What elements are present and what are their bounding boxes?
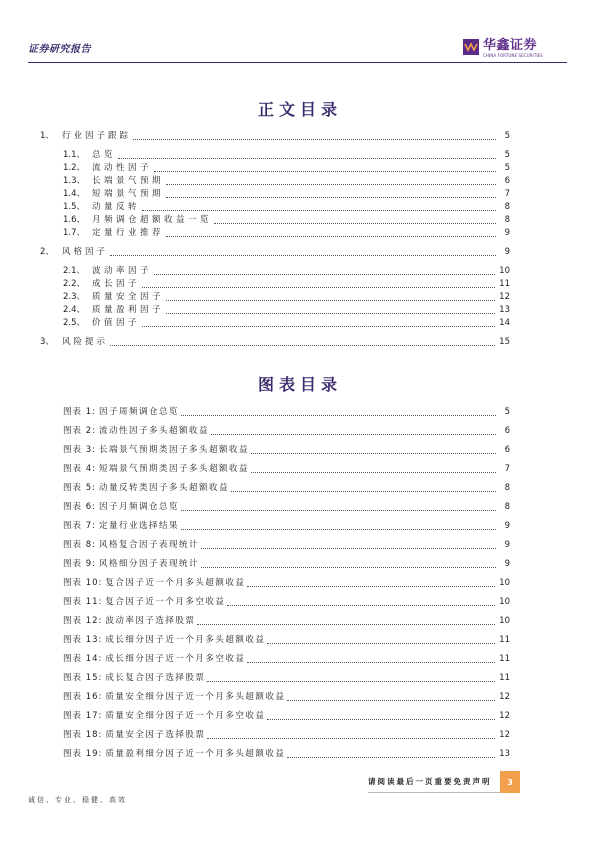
figure-number: 图表 3: [63,445,96,455]
toc-entry-number: 1.3、 [63,176,86,186]
dot-leader [166,300,495,301]
table-of-contents [40,130,510,355]
figure-number: 图表 16: [63,692,103,702]
toc-entry-page: 9 [504,228,510,238]
figure-title: 长端景气预期类因子多头超额收益 [98,445,249,455]
figure-entry[interactable] [63,688,510,707]
dot-leader [133,139,496,140]
figure-page: 9 [504,559,510,569]
figure-title: 波动率因子选择股票 [105,616,196,626]
figure-entry[interactable] [63,441,510,460]
report-type-label: 证券研究报告 [28,44,91,55]
figure-number: 图表 8: [63,540,96,550]
toc-subentry[interactable] [40,162,510,175]
figure-title: 短端景气预期类因子多头超额收益 [98,464,249,474]
page-number-badge: 3 [500,771,520,793]
toc-entry-title: 成长因子 [92,279,141,289]
figure-entry[interactable] [63,460,510,479]
toc-entry-page: 11 [499,279,510,289]
figure-number: 图表 6: [63,502,96,512]
dot-leader [154,171,496,172]
figure-number: 图表 7: [63,521,96,531]
dot-leader [207,738,495,739]
figure-number: 图表 10: [63,578,103,588]
figure-entry[interactable] [63,631,510,650]
figure-entry[interactable] [63,707,510,726]
figure-number: 图表 4: [63,464,96,474]
dot-leader [110,345,495,346]
toc-entry-page: 10 [499,266,510,276]
brand-name-english: CHINA FORTUNE SECURITIES [483,53,543,58]
figure-number: 图表 1: [63,407,96,417]
figure-title: 复合因子近一个月多空收益 [105,597,226,607]
figure-entry[interactable] [63,650,510,669]
toc-entry-page: 7 [504,189,510,199]
dot-leader [267,719,495,720]
dot-leader [287,757,495,758]
toc-entry-title: 流动性因子 [92,163,153,173]
dot-leader [142,326,495,327]
toc-entry-page: 13 [499,305,510,315]
toc-entry-title: 质量盈利因子 [92,305,165,315]
figures-title: 图表目录 [257,375,342,394]
toc-title: 正文目录 [257,100,342,119]
toc-entry-number: 2、 [40,247,54,257]
figure-entry[interactable] [63,745,510,764]
figure-number: 图表 11: [63,597,103,607]
dot-leader [181,415,496,416]
dot-leader [166,313,495,314]
toc-subentry[interactable] [40,317,510,330]
toc-entry-title: 波动率因子 [92,266,153,276]
figure-entry[interactable] [63,593,510,612]
figure-entry[interactable] [63,422,510,441]
toc-entry-title: 风格因子 [62,247,109,257]
dot-leader [207,681,495,682]
toc-entry-number: 2.5、 [63,318,86,328]
toc-entry-page: 12 [499,292,510,302]
figure-number: 图表 2: [63,426,96,436]
figure-number: 图表 15: [63,673,103,683]
toc-entry-number: 1.4、 [63,189,86,199]
toc-subentry[interactable] [40,304,510,317]
figure-page: 5 [504,407,510,417]
figure-number: 图表 9: [63,559,96,569]
figure-number: 图表 12: [63,616,103,626]
figure-page: 9 [504,521,510,531]
figure-list [63,403,510,764]
dot-leader [142,287,495,288]
figure-entry[interactable] [63,479,510,498]
toc-entry-title: 定量行业推荐 [92,228,165,238]
toc-entry-title: 行业因子跟踪 [62,131,132,141]
figure-entry[interactable] [63,498,510,517]
toc-entry-page: 5 [504,163,510,173]
figure-number: 图表 19: [63,749,103,759]
toc-entry-number: 1.7、 [63,228,86,238]
figure-title: 成长细分因子近一个月多空收益 [105,654,246,664]
figure-entry[interactable] [63,574,510,593]
dot-leader [181,510,496,511]
figure-title: 因子月频调仓总览 [98,502,179,512]
dot-leader [251,453,496,454]
dot-leader [231,491,496,492]
figure-page: 11 [499,635,510,645]
toc-subentry[interactable] [40,227,510,240]
toc-entry-page: 8 [504,215,510,225]
toc-entry-page: 15 [499,337,510,347]
figure-title: 成长复合因子选择股票 [105,673,206,683]
figure-page: 12 [499,692,510,702]
toc-entry-number: 2.1、 [63,266,86,276]
toc-subentry[interactable] [40,214,510,227]
toc-entry-title: 风险提示 [62,337,109,347]
dot-leader [154,274,495,275]
figure-entry[interactable] [63,669,510,688]
figure-page: 10 [499,578,510,588]
dot-leader [211,434,496,435]
toc-entry-title: 质量安全因子 [92,292,165,302]
figure-number: 图表 14: [63,654,103,664]
toc-entry[interactable] [40,130,510,143]
toc-entry[interactable] [40,336,510,349]
toc-subentry[interactable] [40,265,510,278]
figure-page: 13 [499,749,510,759]
figure-page: 12 [499,711,510,721]
toc-subentry[interactable] [40,278,510,291]
figure-entry[interactable] [63,517,510,536]
toc-entry-title: 月频调仓超额收益一览 [92,215,213,225]
toc-entry-page: 9 [504,247,510,257]
dot-leader [142,210,496,211]
toc-subentry[interactable] [40,201,510,214]
figure-page: 8 [504,502,510,512]
brand-logo-icon [463,39,479,55]
dot-leader [251,472,496,473]
figure-title: 复合因子近一个月多头超额收益 [105,578,246,588]
toc-subentry[interactable] [40,175,510,188]
figure-title: 质量安全细分因子近一个月多空收益 [105,711,266,721]
figure-title: 因子周频调仓总览 [98,407,179,417]
figure-page: 8 [504,483,510,493]
brand-name: 华鑫证券 [483,38,538,53]
figure-page: 7 [504,464,510,474]
figure-page: 12 [499,730,510,740]
dot-leader [214,223,496,224]
toc-entry-number: 2.2、 [63,279,86,289]
dot-leader [181,529,496,530]
dot-leader [166,197,496,198]
toc-entry-number: 3、 [40,337,54,347]
toc-entry-title: 短端景气预期 [92,189,165,199]
dot-leader [118,158,496,159]
dot-leader [227,605,495,606]
figure-page: 6 [504,445,510,455]
figure-title: 流动性因子多头超额收益 [98,426,209,436]
figure-title: 风格细分因子表现统计 [98,559,199,569]
figure-title: 质量安全细分因子近一个月多头超额收益 [105,692,286,702]
figure-title: 质量安全因子选择股票 [105,730,206,740]
dot-leader [197,624,495,625]
toc-subentry[interactable] [40,149,510,162]
toc-entry-page: 14 [499,318,510,328]
figure-title: 风格复合因子表现统计 [98,540,199,550]
figure-page: 11 [499,654,510,664]
toc-entry-number: 2.4、 [63,305,86,315]
company-slogan: 诚信、专业、稳健、高效 [28,796,127,804]
toc-subentry[interactable] [40,291,510,304]
dot-leader [267,643,495,644]
dot-leader [110,255,496,256]
toc-entry-page: 5 [504,150,510,160]
figure-entry[interactable] [63,536,510,555]
toc-entry-number: 1.1、 [63,150,86,160]
toc-entry[interactable] [40,246,510,259]
toc-subentry[interactable] [40,188,510,201]
dot-leader [247,662,495,663]
figure-page: 10 [499,616,510,626]
figure-page: 6 [504,426,510,436]
toc-entry-title: 动量反转 [92,202,141,212]
dot-leader [201,567,496,568]
figure-page: 9 [504,540,510,550]
toc-entry-page: 8 [504,202,510,212]
header-divider [28,62,567,63]
figure-entry[interactable] [63,726,510,745]
dot-leader [201,548,496,549]
dot-leader [166,236,496,237]
figure-title: 成长细分因子近一个月多头超额收益 [105,635,266,645]
figure-entry[interactable] [63,612,510,631]
figure-title: 动量反转类因子多头超额收益 [98,483,229,493]
toc-entry-title: 总览 [92,150,117,160]
dot-leader [247,586,495,587]
toc-entry-number: 1.5、 [63,202,86,212]
brand-logo [483,38,563,58]
footer-divider [368,792,500,793]
figure-entry[interactable] [63,403,510,422]
figure-number: 图表 17: [63,711,103,721]
figure-number: 图表 13: [63,635,103,645]
toc-entry-page: 6 [504,176,510,186]
figure-entry[interactable] [63,555,510,574]
figure-title: 定量行业选择结果 [98,521,179,531]
dot-leader [166,184,496,185]
toc-entry-title: 长端景气预期 [92,176,165,186]
disclaimer-notice: 请阅读最后一页重要免责声明 [368,777,492,786]
toc-entry-number: 1、 [40,131,54,141]
toc-entry-title: 价值因子 [92,318,141,328]
figure-page: 10 [499,597,510,607]
dot-leader [287,700,495,701]
toc-entry-page: 5 [504,131,510,141]
figure-number: 图表 5: [63,483,96,493]
figure-title: 质量盈利细分因子近一个月多头超额收益 [105,749,286,759]
figure-number: 图表 18: [63,730,103,740]
figure-page: 11 [499,673,510,683]
toc-entry-number: 2.3、 [63,292,86,302]
toc-entry-number: 1.6、 [63,215,86,225]
toc-entry-number: 1.2、 [63,163,86,173]
